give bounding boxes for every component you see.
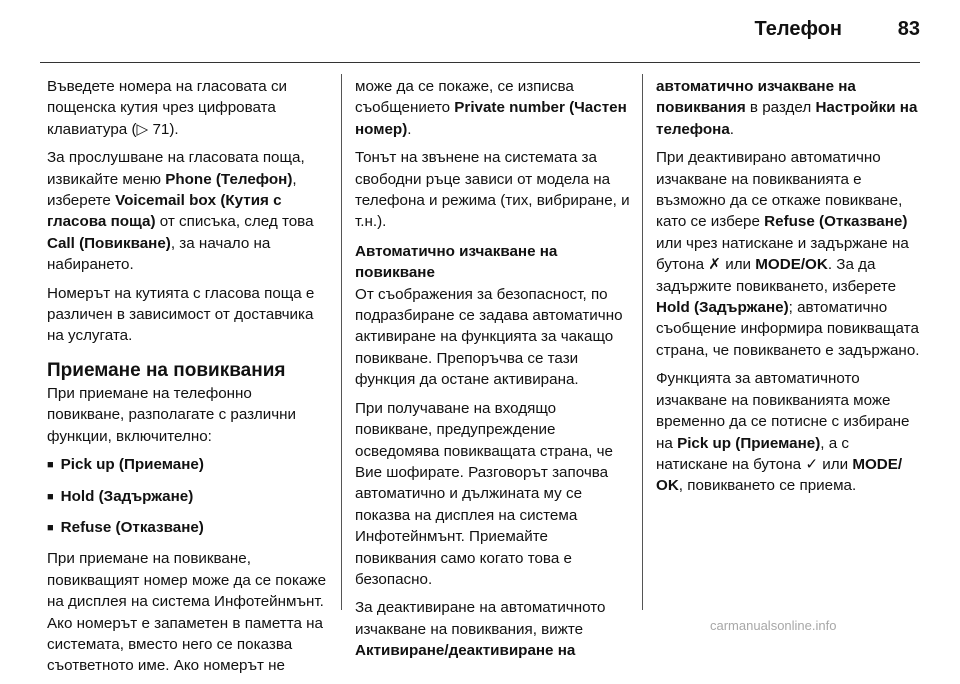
refuse-hold-paragraph: При деактивирано автоматично изчакване на повикванията е възможно да се откаже повикване, като се избере Refuse (Отказване) или чрез натискане и задържане на бутона ✗ или MODE/OK. За да задържите повикването, изберете Hold (Задържане); автоматично съобщение информира повикващата страна, че повикването е задържано.	[656, 149, 920, 359]
private-number-paragraph: може да се покаже, се изписва съобщението Private number (Частен номер).	[355, 78, 627, 138]
auto-hold-safety-paragraph: От съображения за безопасност, по подразбиране се задава автоматично активиране на функцията за чакащо повикване. Препоръчва се тази функция да остане активирана.	[355, 285, 623, 389]
page-reference[interactable]: 71	[152, 120, 170, 138]
ringtone-paragraph: Тонът на звънене на системата за свободни ръце зависи от модела на телефона и режима (тих, вибриране, и т.н.).	[355, 149, 630, 231]
phone-answer-icon: ✓	[805, 455, 819, 473]
hang-up-icon: ✗	[708, 256, 721, 274]
list-item: ■ Pick up (Приемане)	[47, 454, 329, 477]
watermark: carmanualsonline.info	[710, 618, 837, 633]
header-divider	[40, 62, 920, 63]
voicemail-listen-paragraph: За прослушване на гласовата поща, извикайте меню Phone (Телефон), изберете Voicemail box (Кутия с гласова поща) от списъка, след това Call (Повикване), за начало на набирането.	[47, 149, 314, 274]
column-divider-2	[642, 74, 643, 610]
page-reference-arrow-icon: ▷	[136, 120, 149, 138]
column-1	[47, 76, 329, 684]
column-divider-1	[341, 74, 342, 610]
list-item: ■ Refuse (Отказване)	[47, 517, 329, 540]
deactivate-paragraph: За деактивиране на автоматичното изчакване на повиквания, вижте Активиране/деактивиране на	[355, 599, 606, 660]
incoming-call-paragraph: При получаване на входящо повикване, предупреждение осведомява повикващата страна, че Вие шофирате. Разговорът започва автоматично и дължината му се показва на дисплея на система Инфотейнмънт. Приемайте повиквания само когато това е безопасно.	[355, 399, 613, 588]
call-options-list	[47, 454, 329, 540]
pick-up-paragraph: Функцията за автоматичното изчакване на повикванията може временно да се потисне с избиране на Pick up (Приемане), а с натискане на бутона ✓ или MODE/ OK, повикването се приема.	[656, 370, 910, 495]
receiving-calls-intro: При приемане на телефонно повикване, разполагате с различни функции, включително:	[47, 384, 297, 445]
caller-id-paragraph: При приемане на повикване, повикващият номер може да се покаже на дисплея на система Инфотейнмънт. Ако номерът е запаметен в паметта на системата, вместо него се показва съответното име. Ако номерът не	[47, 550, 327, 675]
list-item: ■ Hold (Задържане)	[47, 486, 329, 509]
settings-reference-paragraph: автоматично изчакване на повиквания в раздел Настройки на телефона.	[656, 78, 918, 138]
voicemail-number-paragraph: Въведете номера на гласовата си пощенска кутия чрез цифровата клавиатура (▷ 71).	[47, 76, 329, 140]
voicemail-provider-paragraph: Номерът на кутията с гласова поща е различен в зависимост от доставчика на услугата.	[47, 284, 315, 345]
section-heading-auto-hold: Автоматично изчакване на повикване	[355, 242, 558, 282]
page-number: 83	[897, 18, 920, 40]
page-header	[0, 0, 960, 62]
page-title: Телефон	[754, 18, 842, 40]
column-2	[355, 76, 631, 669]
section-heading-receiving-calls: Приемане на повиквания	[47, 359, 286, 381]
column-3	[656, 76, 922, 504]
